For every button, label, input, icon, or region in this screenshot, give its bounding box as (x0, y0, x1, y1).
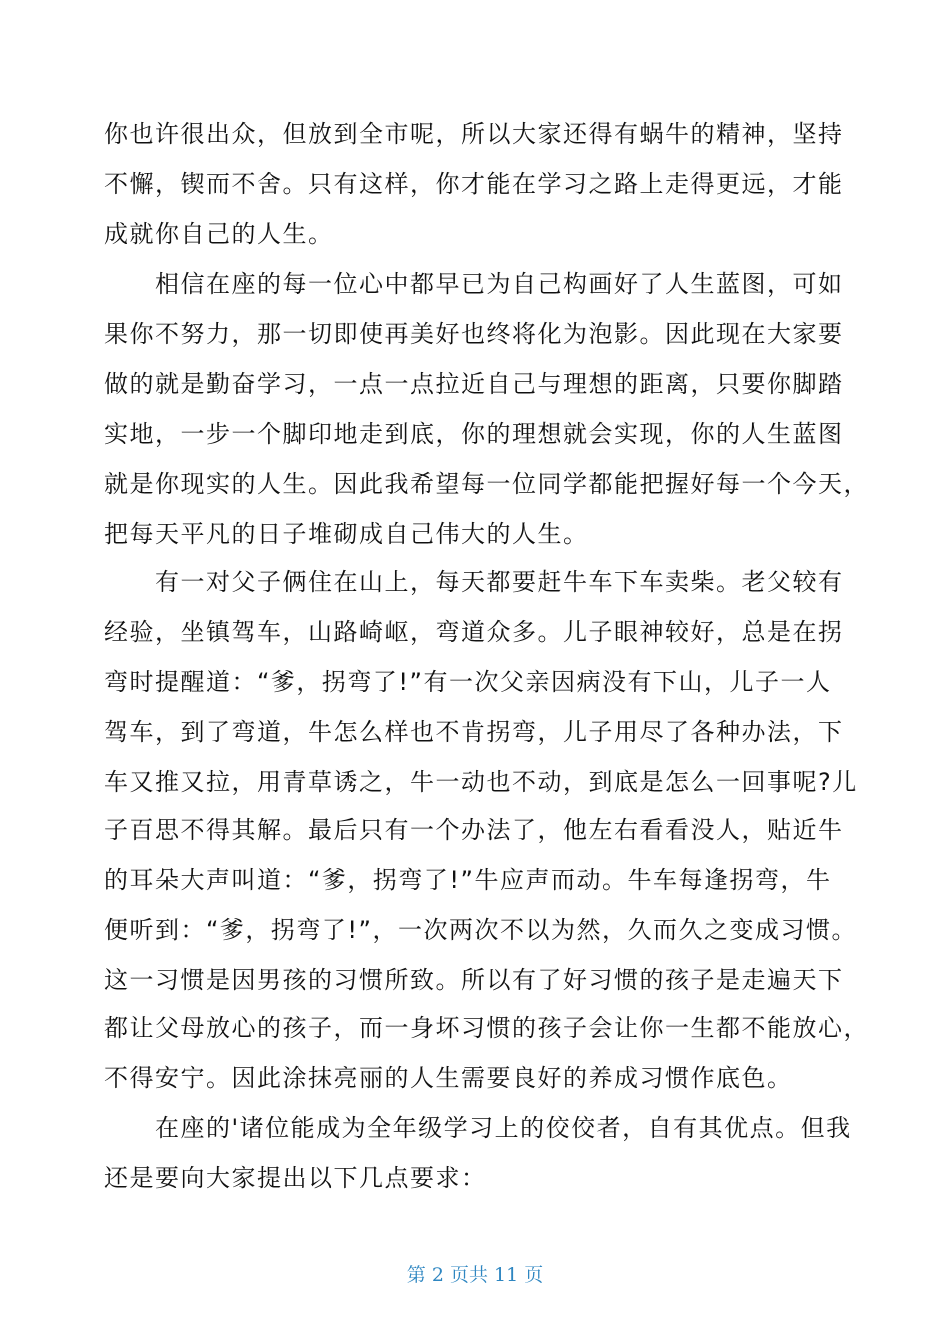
text-line: 把每天平凡的日子堆砌成自己伟大的人生。 (104, 520, 589, 548)
text-line: 驾车，到了弯道，牛怎么样也不肯拐弯，儿子用尽了各种办法，下 (104, 718, 844, 746)
text-line: 在座的'诸位能成为全年级学习上的佼佼者，自有其优点。但我 (155, 1114, 852, 1142)
text-line: 车又推又拉，用青草诱之，牛一动也不动，到底是怎么一回事呢?儿 (104, 768, 858, 796)
text-line: 经验，坐镇驾车，山路崎岖，弯道众多。儿子眼神较好，总是在拐 (104, 618, 844, 646)
text-line: 还是要向大家提出以下几点要求： (104, 1164, 487, 1192)
text-line: 不懈，锲而不舍。只有这样，你才能在学习之路上走得更远，才能 (104, 170, 844, 198)
text-line: 子百思不得其解。最后只有一个办法了，他左右看看没人，贴近牛 (104, 816, 844, 844)
text-line: 不得安宁。因此涂抹亮丽的人生需要良好的养成习惯作底色。 (104, 1064, 793, 1092)
text-line: 你也许很出众，但放到全市呢，所以大家还得有蜗牛的精神，坚持 (104, 120, 844, 148)
page-number-footer: 第 2 页共 11 页 (406, 1264, 544, 1286)
text-line: 有一对父子俩住在山上，每天都要赶牛车下车卖柴。老父较有 (155, 568, 844, 596)
text-line: 相信在座的每一位心中都早已为自己构画好了人生蓝图，可如 (155, 270, 844, 298)
text-line: 成就你自己的人生。 (104, 220, 334, 248)
text-line: 做的就是勤奋学习，一点一点拉近自己与理想的距离，只要你脚踏 (104, 370, 844, 398)
text-line: 的耳朵大声叫道：“爹，拐弯了!”牛应声而动。牛车每逢拐弯，牛 (104, 866, 832, 894)
text-line: 就是你现实的人生。因此我希望每一位同学都能把握好每一个今天， (104, 470, 869, 498)
text-line: 都让父母放心的孩子，而一身坏习惯的孩子会让你一生都不能放心， (104, 1014, 869, 1042)
text-line: 实地，一步一个脚印地走到底，你的理想就会实现，你的人生蓝图 (104, 420, 844, 448)
text-line: 弯时提醒道：“爹，拐弯了!”有一次父亲因病没有下山，儿子一人 (104, 668, 832, 696)
text-line: 便听到：“爹，拐弯了!”，一次两次不以为然，久而久之变成习惯。 (104, 916, 857, 944)
text-line: 这一习惯是因男孩的习惯所致。所以有了好习惯的孩子是走遍天下 (104, 966, 844, 994)
text-line: 果你不努力，那一切即使再美好也终将化为泡影。因此现在大家要 (104, 320, 844, 348)
